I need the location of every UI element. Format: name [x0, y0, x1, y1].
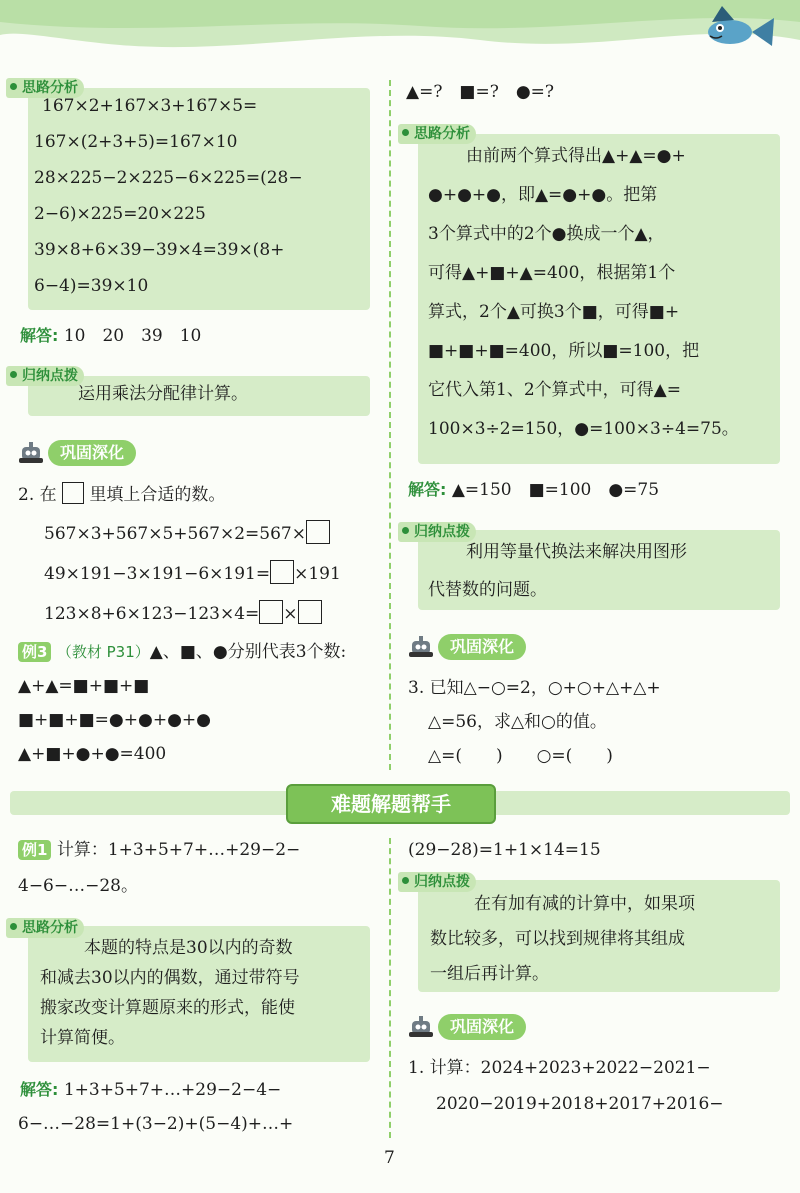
analysis-line: 167×2+167×3+167×5= — [42, 96, 258, 116]
example1-text-line2: 4−6−…−28。 — [18, 876, 138, 896]
section-banner-title: 难题解题帮手 — [286, 784, 496, 824]
answer-box[interactable] — [306, 520, 330, 544]
example1-row — [18, 838, 300, 862]
answer-label: 解答: — [408, 480, 447, 499]
answer-label: 解答: — [20, 1080, 59, 1099]
summary-text: 运用乘法分配律计算。 — [78, 384, 248, 404]
analysis-line: 本题的特点是30以内的奇数 — [84, 938, 293, 958]
answer-label: 解答: — [20, 326, 59, 345]
analysis-tag: 思路分析 — [398, 124, 476, 144]
q1-line: 1. 计算：2024+2023+2022−2021− — [408, 1058, 711, 1078]
example1-continuation: (29−28)=1+1×14=15 — [408, 840, 601, 860]
summary-tag: 归纳点拨 — [398, 522, 476, 542]
analysis-line: 和减去30以内的偶数，通过带符号 — [40, 968, 300, 988]
answer-box[interactable] — [298, 600, 322, 624]
q2-line: 49×191−3×191−6×191= ×191 — [44, 560, 341, 586]
analysis-line: 39×8+6×39−39×4=39×(8+ — [34, 240, 285, 260]
example3-text: ▲、■、●分别代表3个数: — [149, 642, 347, 662]
answer-text: 1+3+5+7+…+29−2−4− — [63, 1080, 282, 1100]
example3-row — [18, 640, 346, 664]
analysis-line: 可得▲+■+▲=400，根据第1个 — [428, 263, 676, 283]
answer-row — [20, 1078, 281, 1102]
header-wave — [0, 0, 800, 70]
answer-box[interactable] — [62, 482, 84, 504]
q3-line: 3. 已知△−○=2，○+○+△+△+ — [408, 678, 661, 698]
summary-line: 利用等量代换法来解决用图形 — [466, 542, 687, 562]
example1-text: 计算：1+3+5+7+…+29−2− — [56, 840, 301, 860]
analysis-line: 6−4)=39×10 — [34, 276, 149, 296]
answer-box[interactable] — [270, 560, 294, 584]
analysis-line: ■+■+■=400，所以■=100，把 — [428, 341, 700, 361]
robot-icon — [408, 636, 434, 658]
summary-line: 在有加有减的计算中，如果项 — [474, 894, 695, 914]
analysis-line: 由前两个算式得出▲+▲=●+ — [466, 146, 686, 166]
analysis-line: 167×(2+3+5)=167×10 — [34, 132, 238, 152]
example3-source: （教材 P31） — [56, 643, 150, 661]
analysis-line: 3个算式中的2个●换成一个▲， — [428, 224, 665, 244]
analysis-line: 2−6)×225=20×225 — [34, 204, 206, 224]
page-number: 7 — [384, 1148, 395, 1168]
example3-equation: ▲+▲=■+■+■ — [18, 676, 150, 696]
consolidate-pill: 巩固深化 — [48, 440, 136, 466]
q2-title: 2. 在 里填上合适的数。 — [18, 482, 225, 507]
analysis-line: 100×3÷2=150，●=100×3÷4=75。 — [428, 419, 739, 439]
analysis-tag: 思路分析 — [6, 918, 84, 938]
answer-row — [20, 324, 201, 348]
consolidate-pill: 巩固深化 — [438, 634, 526, 660]
robot-icon — [18, 442, 44, 464]
summary-line: 数比较多，可以找到规律将其组成 — [430, 929, 685, 949]
consolidate-pill: 巩固深化 — [438, 1014, 526, 1040]
example3-equation: ■+■+■=●+●+●+● — [18, 710, 211, 730]
summary-line: 代替数的问题。 — [428, 580, 547, 600]
summary-tag: 归纳点拨 — [6, 366, 84, 386]
answer-row — [408, 478, 659, 502]
analysis-line: 计算简便。 — [40, 1028, 125, 1048]
analysis-line: 搬家改变计算题原来的形式，能使 — [40, 998, 295, 1018]
q2-line: 123×8+6×123−123×4= × — [44, 600, 322, 626]
answer-text: 10 20 39 10 — [63, 326, 202, 346]
robot-icon — [408, 1016, 434, 1038]
example3-tag: 例3 — [18, 642, 51, 662]
column-divider-bottom — [389, 838, 391, 1138]
q3-answer-line[interactable]: △=( ) ○=( ) — [428, 746, 613, 766]
analysis-line: 28×225−2×225−6×225=(28− — [34, 168, 303, 188]
analysis-line: 算式，2个▲可换3个■，可得■+ — [428, 302, 680, 322]
column-divider-top — [389, 80, 391, 770]
example3-question: ▲=? ■=? ●=? — [406, 82, 555, 102]
summary-line: 一组后再计算。 — [430, 964, 549, 984]
fish-icon — [682, 2, 782, 52]
q2-title-tail: 里填上合适的数。 — [89, 485, 226, 505]
example1-tag: 例1 — [18, 840, 51, 860]
analysis-line: 它代入第1、2个算式中，可得▲= — [428, 380, 681, 400]
example3-equation: ▲+■+●+●=400 — [18, 744, 167, 764]
answer-box[interactable] — [259, 600, 283, 624]
summary-tag: 归纳点拨 — [398, 872, 476, 892]
analysis-line: ●+●+●，即▲=●+●。把第 — [428, 185, 658, 205]
answer-text-line2: 6−…−28=1+(3−2)+(5−4)+…+ — [18, 1114, 294, 1134]
answer-text: ▲=150 ■=100 ●=75 — [451, 480, 660, 500]
q1-line: 2020−2019+2018+2017+2016− — [436, 1094, 724, 1114]
q2-line: 567×3+567×5+567×2=567× — [44, 520, 330, 546]
q3-line: △=56，求△和○的值。 — [428, 712, 607, 732]
analysis-tag: 思路分析 — [6, 78, 84, 98]
